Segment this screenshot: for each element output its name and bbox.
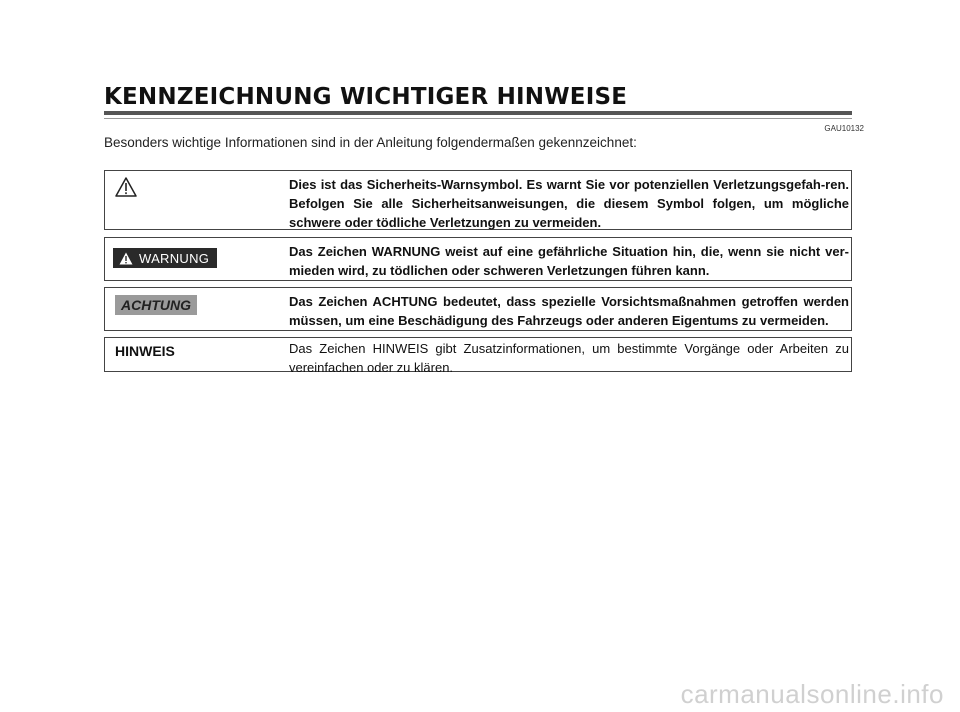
notice-warnung [104,237,852,281]
achtung-badge: ACHTUNG [115,295,197,315]
intro-text: Besonders wichtige Informationen sind in der Anleitung folgendermaßen gekennzeichnet: [104,135,637,150]
notice-hinweis [104,337,852,375]
notice-safety-text: Dies ist das Sicherheits-Warnsymbol. Es warnt Sie vor potenziellen Verletzungsgefah-ren. Befolgen Sie alle Sicherheitsanweisungen, die diesem Symbol folgen, um mögliche schwere oder tödliche Verletzungen zu vermeiden. [289,177,849,230]
notice-warnung-text: Das Zeichen WARNUNG weist auf eine gefährliche Situation hin, die, wenn sie nicht ver-mieden wird, zu tödlichen oder schweren Verletzungen führen kann. [289,244,849,278]
notice-achtung [104,287,852,331]
title-rule-thin [104,118,852,119]
title-rule-thick [104,111,852,115]
notice-hinweis-text: Das Zeichen HINWEIS gibt Zusatzinformationen, um bestimmte Vorgänge oder Arbeiten zu vereinfachen oder zu klären. [289,341,849,375]
warning-triangle-icon [119,252,133,265]
hinweis-label: HINWEIS [115,343,175,359]
warning-triangle-icon [115,177,137,197]
warnung-badge [113,248,217,268]
notice-safety-symbol [104,170,852,230]
notice-achtung-text: Das Zeichen ACHTUNG bedeutet, dass spezielle Vorsichtsmaßnahmen getroffen werden müssen, um eine Beschädigung des Fahrzeugs oder anderen Eigentums zu vermeiden. [289,294,849,328]
warnung-label: WARNUNG [139,250,210,266]
watermark: carmanualsonline.info [680,679,944,709]
page-title: KENNZEICHNUNG WICHTIGER HINWEISE [104,84,628,110]
section-code: GAU10132 [824,124,864,133]
